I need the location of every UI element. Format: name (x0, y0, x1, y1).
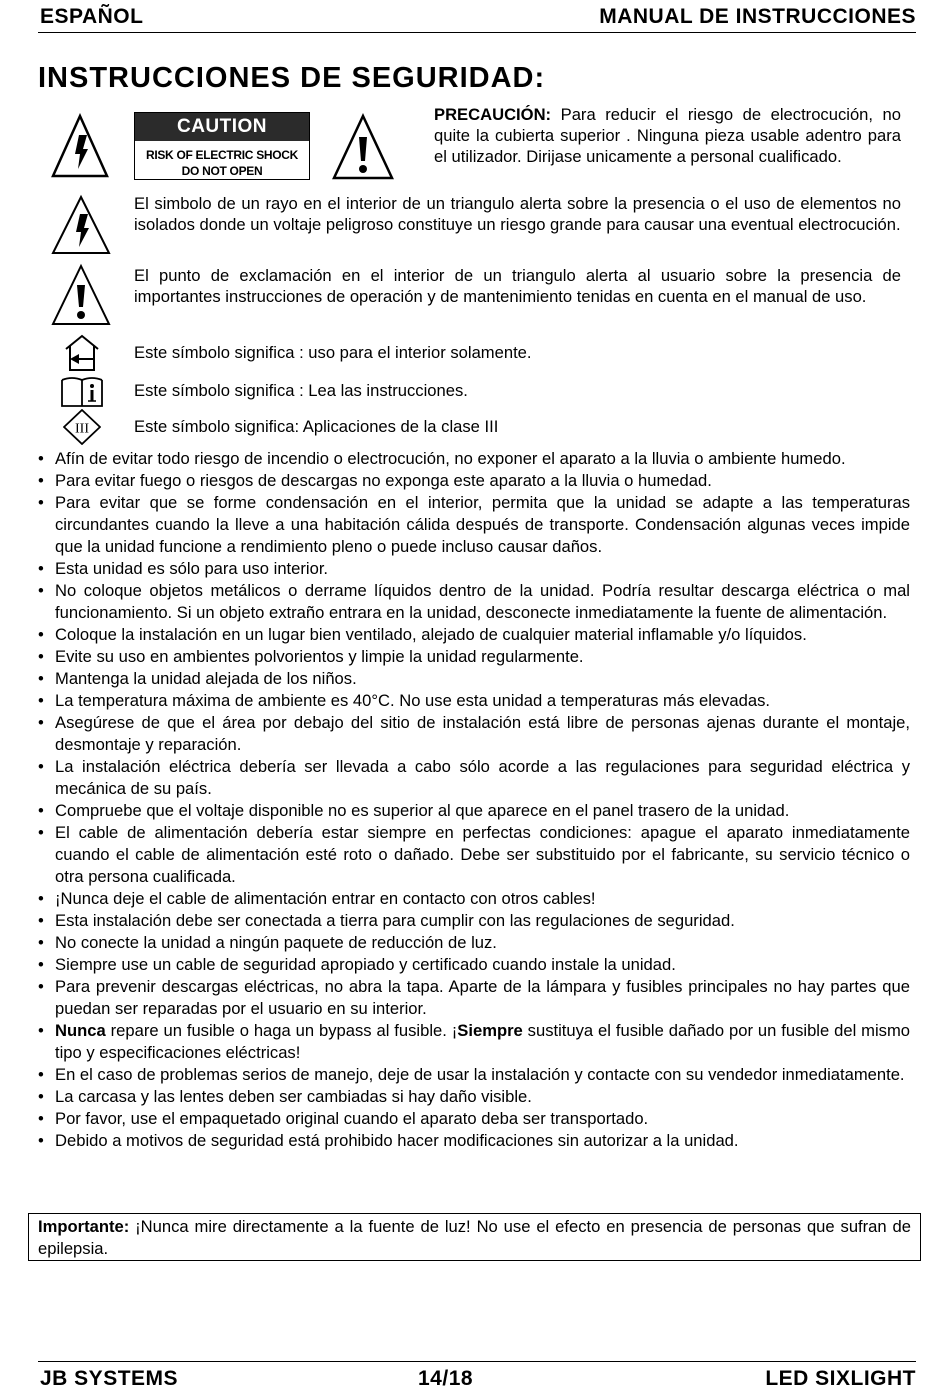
list-item: • Evite su uso en ambientes polvorientos y limpie la unidad regularmente. (38, 646, 910, 668)
list-item: • Afín de evitar todo riesgo de incendio o electrocución, no exponer el aparato a la lluvia o ambiente humedo. (38, 448, 910, 470)
list-item: • Esta instalación debe ser conectada a tierra para cumplir con las regulaciones de seguridad. (38, 910, 910, 932)
class-three-icon (63, 409, 101, 445)
list-item: • Para evitar que se forme condensación en el interior, permita que la unidad se adapte a las temperaturas circundantes cuando la lleve a una habitación cálida después de transporte. Condensación algunas veces impide que la unidad funcione a rendimiento pleno o puede incluso causar daños. (38, 492, 910, 558)
list-item-text-1: repare un fusible o haga un bypass al fusible. ¡ (105, 1021, 458, 1040)
important-label: Importante: (38, 1217, 130, 1236)
list-item: • El cable de alimentación debería estar siempre en perfectas condiciones: apague el aparato inmediatamente cuando el cable de alimentación esté roto o dañado. Debe ser substituido por el fabricante, su servicio técnico o otra persona cualificada. (38, 822, 910, 888)
list-item: • Debido a motivos de seguridad está prohibido hacer modificaciones sin autorizar a la unidad. (38, 1130, 910, 1152)
lightning-symbol-icon (50, 194, 112, 256)
header-language: ESPAÑOL (40, 5, 144, 28)
lightning-warning-icon (50, 113, 110, 179)
list-item: • Esta unidad es sólo para uso interior. (38, 558, 910, 580)
safety-bullet-list (38, 448, 910, 1152)
indoor-symbol-text: Este símbolo significa : uso para el interior solamente. (134, 343, 532, 362)
indoor-use-icon (62, 333, 102, 373)
lightning-symbol-text: El simbolo de un rayo en el interior de un triangulo alerta sobre la presencia o el uso de elementos no isolados donde un voltaje peligroso constituye un riesgo grande para causar una eventual electrocución. (134, 194, 901, 234)
list-item: • No conecte la unidad a ningún paquete de reducción de luz. (38, 932, 910, 954)
list-item (38, 1020, 910, 1064)
list-item: • Mantenga la unidad alejada de los niños. (38, 668, 910, 690)
list-item: • No coloque objetos metálicos o derrame líquidos dentro de la unidad. Podría resultar descarga eléctrica o mal funcionamiento. Si un objeto extraño entrara en la unidad, desconecte inmediatamente la fuente de alimentación. (38, 580, 910, 624)
exclamation-symbol-text: El punto de exclamación en el interior de un triangulo alerta al usuario sobre la presencia de importantes instrucciones de operación y de mantenimiento tenidas en cuenta en el manual de uso. (134, 266, 901, 306)
header-manual-title: MANUAL DE INSTRUCCIONES (599, 5, 916, 28)
list-item: • Para prevenir descargas eléctricas, no abra la tapa. Aparte de la lámpara y fusibles principales no hay partes que puedan ser reparadas por el usuario en su interior. (38, 976, 910, 1020)
page-footer (38, 1361, 916, 1392)
list-item: • Siempre use un cable de seguridad apropiado y certificado cuando instale la unidad. (38, 954, 910, 976)
read-instructions-icon (60, 374, 104, 408)
caution-line-1: RISK OF ELECTRIC SHOCK (145, 148, 299, 162)
list-item: • En el caso de problemas serios de manejo, deje de usar la instalación y contacte con su vendedor inmediatamente. (38, 1064, 910, 1086)
list-item: • La carcasa y las lentes deben ser cambiadas si hay daño visible. (38, 1086, 910, 1108)
footer-product: LED SIXLIGHT (765, 1367, 916, 1390)
page-header (38, 4, 916, 33)
list-item: • Para evitar fuego o riesgos de descargas no exponga este aparato a la lluvia o humedad. (38, 470, 910, 492)
important-text: ¡Nunca mire directamente a la fuente de luz! No use el efecto en presencia de personas que sufran de epilepsia. (38, 1217, 911, 1258)
read-symbol-text: Este símbolo significa : Lea las instrucciones. (134, 381, 468, 400)
precaution-body: Para reducir el riesgo de electrocución, no quite la cubierta superior . Ninguna pieza usable adentro para el utilizador. Dirijase unicamente a personal cualificado. (434, 105, 901, 166)
list-item: • La temperatura máxima de ambiente es 40°C. No use esta unidad a temperaturas más elevadas. (38, 690, 910, 712)
precaution-text (434, 104, 901, 167)
exclamation-symbol-icon (50, 263, 112, 327)
caution-label (134, 112, 310, 180)
class3-symbol-text: Este símbolo significa: Aplicaciones de la clase III (134, 417, 499, 436)
precaution-label: PRECAUCIÓN: (434, 105, 552, 124)
important-notice (28, 1213, 921, 1261)
list-item-bold-2: Siempre (457, 1021, 523, 1040)
caution-title: CAUTION (135, 113, 309, 141)
caution-line-2: DO NOT OPEN (181, 164, 263, 178)
class-three-glyph: III (75, 421, 89, 437)
list-item: • ¡Nunca deje el cable de alimentación entrar en contacto con otros cables! (38, 888, 910, 910)
footer-brand: JB SYSTEMS (40, 1367, 179, 1390)
list-item: • Coloque la instalación en un lugar bien ventilado, alejado de cualquier material inflamable y/o líquidos. (38, 624, 910, 646)
exclamation-warning-icon (331, 113, 395, 181)
list-item: • Asegúrese de que el área por debajo del sitio de instalación está libre de personas ajenas durante el montaje, desmontaje y reparación. (38, 712, 910, 756)
footer-page-number: 14/18 (418, 1367, 474, 1390)
list-item-bold-1: Nunca (55, 1021, 106, 1040)
list-item: • Por favor, use el empaquetado original cuando el aparato deba ser transportado. (38, 1108, 910, 1130)
page-title: INSTRUCCIONES DE SEGURIDAD: (38, 62, 546, 94)
list-item: • La instalación eléctrica debería ser llevada a cabo sólo acorde a las regulaciones para seguridad eléctrica y mecánica de su país. (38, 756, 910, 800)
list-item-text-2: sustituya el fusible dañado por un fusible del mismo tipo y especificaciones eléctricas! (55, 1021, 911, 1062)
list-item: • Compruebe que el voltaje disponible no es superior al que aparece en el panel trasero de la unidad. (38, 800, 910, 822)
